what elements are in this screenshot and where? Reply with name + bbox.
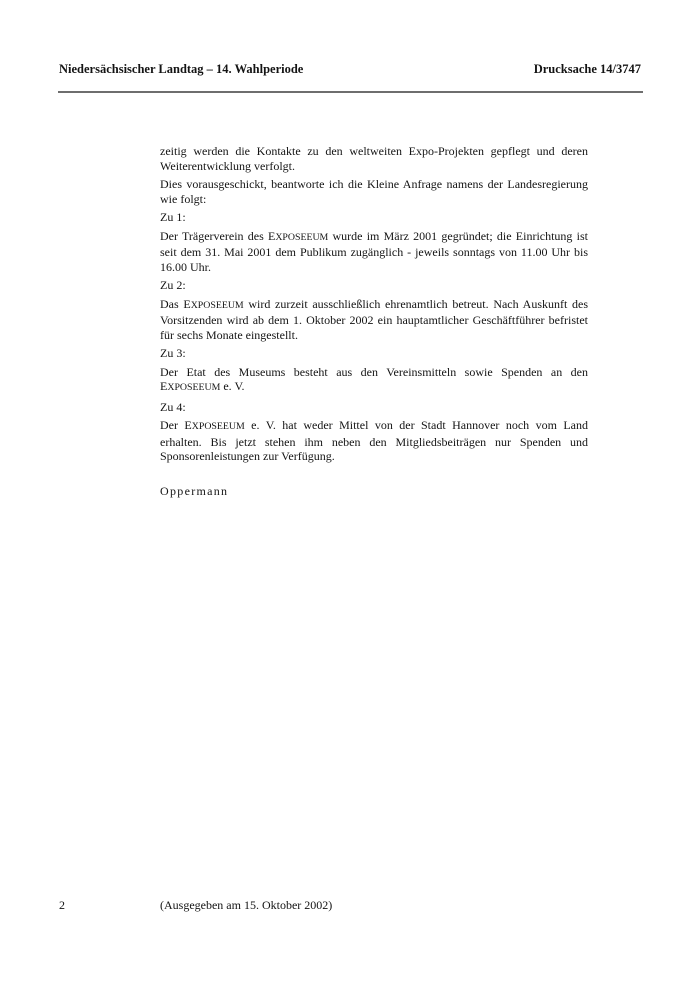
paragraph: zeitig werden die Kontakte zu den weltweiten Expo-Projekten gepflegt und deren Weiterentwicklung verfolgt. <box>160 144 588 173</box>
section-label-zu-2: Zu 2: <box>160 278 186 292</box>
header-divider <box>58 91 643 93</box>
section-label-zu-4: Zu 4: <box>160 399 186 414</box>
header-parliament-title: Niedersächsischer Landtag – 14. Wahlperiode <box>59 62 304 76</box>
document-body <box>160 144 588 502</box>
paragraph: Der Etat des Museums besteht aus den Vereinsmitteln sowie Spenden an den EXPOSEEUM e. V. <box>160 364 588 393</box>
page-number: 2 <box>59 898 65 912</box>
paragraph: Dies vorausgeschickt, beantworte ich die Kleine Anfrage namens der Landesregierung wie folgt: <box>160 177 588 206</box>
signature-name: Oppermann <box>160 483 229 498</box>
paragraph: Der Trägerverein des EXPOSEEUM wurde im März 2001 gegründet; die Einrichtung ist seit dem 31. Mai 2001 dem Publikum zugänglich - jeweils sonntags von 11.00 Uhr bis 16.00 Uhr. <box>160 228 588 274</box>
section-label-zu-3: Zu 3: <box>160 346 186 360</box>
page-header <box>59 62 641 77</box>
header-document-number: Drucksache 14/3747 <box>533 62 641 76</box>
section-label-zu-1: Zu 1: <box>160 210 186 224</box>
paragraph: Das EXPOSEEUM wird zurzeit ausschließlich ehrenamtlich betreut. Nach Auskunft des Vorsitzenden wird ab dem 1. Oktober 2002 ein hauptamtlicher Geschäftführer befristet für sechs Monate eingestellt. <box>160 296 588 342</box>
issue-date-note: (Ausgegeben am 15. Oktober 2002) <box>160 898 333 912</box>
paragraph: Der EXPOSEEUM e. V. hat weder Mittel von der Stadt Hannover noch vom Land erhalten. Bis jetzt stehen ihm neben den Mitgliedsbeiträgen nur Spenden und Sponsorenleistungen zur Verfügung. <box>160 418 588 463</box>
